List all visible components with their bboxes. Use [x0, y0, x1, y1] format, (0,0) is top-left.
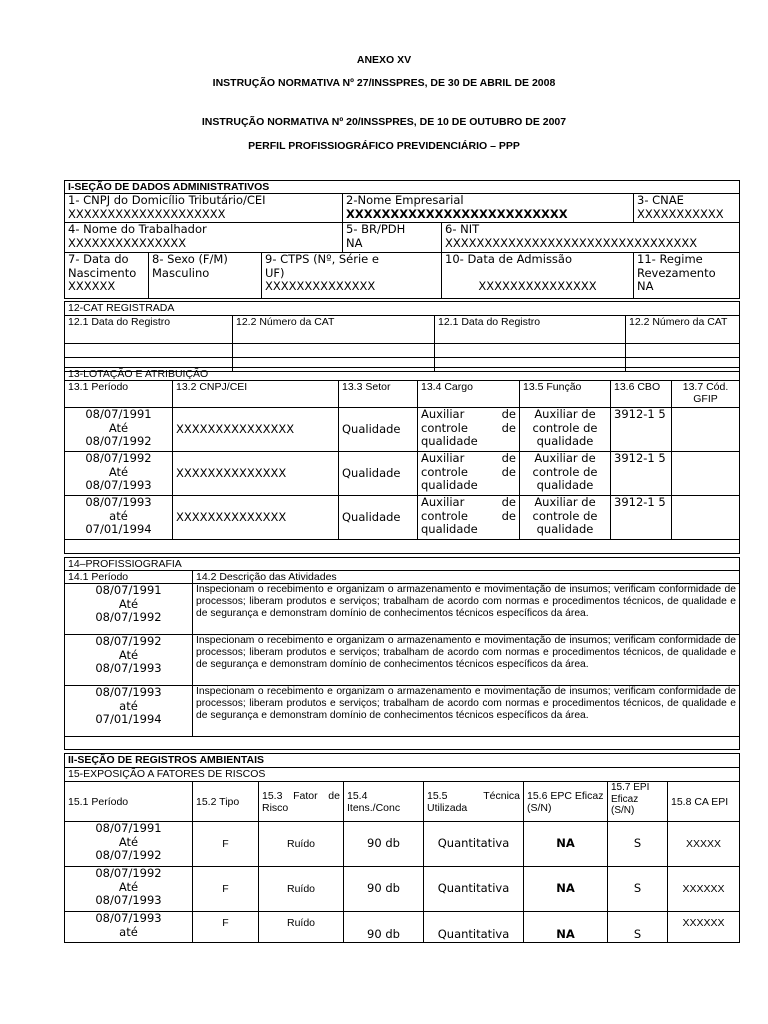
risk-factor-cell: Ruído — [259, 912, 344, 943]
period-connector: Até — [118, 647, 139, 662]
normative-instruction-20: INSTRUÇÃO NORMATIVA Nº 20/INSSPRES, DE 10 DE OUTUBRO DE 2007 — [201, 116, 567, 128]
cnpj-cei-header: 13.2 CNPJ/CEI — [173, 381, 339, 408]
period-start: 08/07/1993 — [85, 495, 152, 509]
ctps-value: XXXXXXXXXXXXXX — [265, 279, 376, 294]
activities-description-cell: Inspecionam o recebimento e organizam o armazenamento e movimentação de insumos; verificam conformidade de processos; liberam produtos e serviços; trabalham de acordo com normas e procedimentos técnicos, de qualidade e de segurança e demonstram domínio de conhecimentos técnicos específicos da área. — [193, 635, 740, 686]
worker-name-label: 4- Nome do Trabalhador — [68, 222, 207, 236]
cnpj-value: XXXXXXXXXXXXXXXXXXXX — [68, 206, 226, 221]
period-end: 08/07/1992 — [85, 434, 152, 449]
birth-date-label-2: Nascimento — [68, 265, 137, 280]
gfip-cell — [672, 496, 740, 540]
admission-date-label: 10- Data de Admissão — [445, 252, 573, 266]
period-connector: Até — [108, 464, 129, 479]
prof-period-cell — [65, 686, 193, 737]
sector-header: 13.3 Setor — [339, 381, 418, 408]
table-row — [65, 408, 740, 452]
professiography-title: 14–PROFISSIOGRAFIA — [65, 558, 740, 571]
shift-regime-label-2: Revezamento — [637, 265, 716, 280]
cat-empty-cell — [435, 344, 626, 358]
cnpj-field — [65, 194, 343, 223]
gfip-cell — [672, 408, 740, 452]
sex-label: 8- Sexo (F/M) — [152, 252, 228, 266]
risk-exposure-title: 15-EXPOSIÇÃO A FATORES DE RISCOS — [65, 768, 740, 782]
period-connector: Até — [118, 834, 139, 849]
ca-epi-cell: XXXXX — [668, 822, 740, 867]
table-row — [65, 822, 740, 867]
activities-description-cell: Inspecionam o recebimento e organizam o armazenamento e movimentação de insumos; verificam conformidade de processos; liberam produtos e serviços; trabalham de acordo com normas e procedimentos técnicos, de qualidade e de segurança e demonstram domínio de conhecimentos técnicos específicos da área. — [193, 686, 740, 737]
gfip-cell — [672, 452, 740, 496]
cbo-cell: 3912-1 5 — [611, 452, 672, 496]
period-start: 08/07/1993 — [95, 911, 162, 925]
admission-date-value: XXXXXXXXXXXXXXX — [478, 278, 597, 293]
worker-name-value: XXXXXXXXXXXXXXX — [68, 235, 187, 250]
cnpj-cell: XXXXXXXXXXXXXXX — [173, 408, 339, 452]
epi-effective-header: 15.7 EPI Eficaz (S/N) — [608, 782, 668, 822]
function-header: 13.5 Função — [520, 381, 611, 408]
table-row — [65, 635, 740, 686]
epc-effective-cell: NA — [524, 822, 608, 867]
period-start: 08/07/1991 — [95, 821, 162, 835]
period-connector: até — [119, 698, 138, 713]
birth-date-field — [65, 253, 149, 299]
sector-cell: Qualidade — [339, 408, 418, 452]
professiography-section — [64, 557, 739, 750]
period-end: 08/07/1993 — [95, 661, 162, 676]
cat-title: 12-CAT REGISTRADA — [65, 302, 740, 316]
company-name-label: 2-Nome Empresarial — [346, 193, 464, 207]
table-row — [65, 912, 740, 943]
ca-epi-header: 15.8 CA EPI — [668, 782, 740, 822]
technique-cell: Quantitativa — [424, 867, 524, 912]
risk-period-cell — [65, 822, 193, 867]
prof-period-cell — [65, 635, 193, 686]
activities-description-header: 14.2 Descrição das Atividades — [193, 571, 740, 584]
function-cell: Auxiliar de controle de qualidade — [520, 408, 611, 452]
epc-effective-header: 15.6 EPC Eficaz (S/N) — [524, 782, 608, 822]
assignment-title: 13-LOTAÇÃO E ATRIBUIÇÃO — [65, 368, 740, 381]
period-start: 08/07/1992 — [85, 451, 152, 465]
cnae-field — [634, 194, 740, 223]
activities-description-cell: Inspecionam o recebimento e organizam o armazenamento e movimentação de insumos; verificam conformidade de processos; liberam produtos e serviços; trabalham de acordo com normas e procedimentos técnicos, de qualidade e de segurança e demonstram domínio de conhecimentos técnicos específicos da área. — [193, 584, 740, 635]
period-connector: Até — [118, 879, 139, 894]
cnpj-cell: XXXXXXXXXXXXXX — [173, 452, 339, 496]
cnpj-label: 1- CNPJ do Domicílio Tributário/CEI — [68, 193, 266, 207]
professiography-spacer-row — [65, 737, 740, 750]
period-end: 08/07/1993 — [85, 478, 152, 493]
period-start: 08/07/1992 — [95, 866, 162, 880]
administrative-data-section — [64, 180, 739, 299]
risk-period-cell — [65, 912, 193, 943]
risk-factor-cell: Ruído — [259, 822, 344, 867]
table-row — [65, 867, 740, 912]
br-pdh-value: NA — [346, 235, 363, 250]
prof-period-cell — [65, 584, 193, 635]
items-concentration-cell: 90 db — [344, 867, 424, 912]
epi-effective-cell: S — [608, 822, 668, 867]
risk-period-header: 15.1 Período — [65, 782, 193, 822]
nit-label: 6- NIT — [445, 222, 480, 236]
risk-type-cell: F — [193, 912, 259, 943]
function-cell: Auxiliar de controle de qualidade — [520, 452, 611, 496]
nit-value: XXXXXXXXXXXXXXXXXXXXXXXXXXXXXXXX — [445, 235, 698, 250]
period-header: 13.1 Período — [65, 381, 173, 408]
period-end: 08/07/1993 — [95, 893, 162, 908]
prof-period-header: 14.1 Período — [65, 571, 193, 584]
risk-type-cell: F — [193, 867, 259, 912]
period-start: 08/07/1993 — [95, 685, 162, 699]
company-name-field — [343, 194, 634, 223]
ctps-label-2: UF) — [265, 265, 285, 280]
sector-cell: Qualidade — [339, 496, 418, 540]
environmental-records-section — [64, 753, 739, 943]
br-pdh-label: 5- BR/PDH — [346, 222, 406, 236]
risk-type-cell: F — [193, 822, 259, 867]
company-name-value: XXXXXXXXXXXXXXXXXXXXXXXXX — [346, 206, 568, 221]
risk-factor-header: 15.3 Fator de Risco — [259, 782, 344, 822]
cat-registration-date-header-2: 12.1 Data do Registro — [435, 316, 626, 344]
sex-value: Masculino — [152, 265, 210, 280]
ctps-field — [262, 253, 442, 299]
cbo-header: 13.6 CBO — [611, 381, 672, 408]
assignment-spacer-row — [65, 540, 740, 554]
period-start: 08/07/1991 — [85, 407, 152, 421]
period-end: 07/01/1994 — [85, 522, 152, 537]
period-connector: Até — [118, 596, 139, 611]
risk-factor-cell: Ruído — [259, 867, 344, 912]
ca-epi-cell: XXXXXX — [668, 912, 740, 943]
period-end: 07/01/1994 — [95, 712, 162, 727]
sector-cell: Qualidade — [339, 452, 418, 496]
sex-field — [149, 253, 262, 299]
period-start: 08/07/1992 — [95, 634, 162, 648]
period-cell — [65, 496, 173, 540]
annex-title: ANEXO XV — [356, 54, 412, 66]
risk-type-header: 15.2 Tipo — [193, 782, 259, 822]
period-connector: até — [109, 508, 128, 523]
cnpj-cell: XXXXXXXXXXXXXX — [173, 496, 339, 540]
cnae-value: XXXXXXXXXXX — [637, 206, 724, 221]
position-header: 13.4 Cargo — [418, 381, 520, 408]
table-row — [65, 496, 740, 540]
epi-effective-cell: S — [608, 912, 668, 943]
cat-empty-cell — [626, 344, 740, 358]
ctps-label-1: 9- CTPS (Nº, Série e — [265, 252, 379, 266]
cat-registration-date-header: 12.1 Data do Registro — [65, 316, 233, 344]
cat-section — [64, 301, 739, 372]
period-start: 08/07/1991 — [95, 583, 162, 597]
gfip-code-header: 13.7 Cód. GFIP — [672, 381, 740, 408]
technique-header: 15.5 Técnica Utilizada — [424, 782, 524, 822]
document-title: PERFIL PROFISSIOGRÁFICO PREVIDENCIÁRIO – PPP — [248, 140, 520, 152]
assignment-section — [64, 367, 739, 554]
items-concentration-header: 15.4 Itens./Conc — [344, 782, 424, 822]
shift-regime-field — [634, 253, 740, 299]
period-cell — [65, 408, 173, 452]
period-end: 08/07/1992 — [95, 848, 162, 863]
cat-number-header: 12.2 Número da CAT — [233, 316, 435, 344]
table-row — [65, 584, 740, 635]
table-row — [65, 686, 740, 737]
cnae-label: 3- CNAE — [637, 193, 684, 207]
epi-effective-cell: S — [608, 867, 668, 912]
period-cell — [65, 452, 173, 496]
shift-regime-label-1: 11- Regime — [637, 252, 703, 266]
epc-effective-cell: NA — [524, 867, 608, 912]
position-cell: Auxiliar de controle de qualidade — [418, 496, 520, 540]
items-concentration-cell: 90 db — [344, 912, 424, 943]
risk-period-cell — [65, 867, 193, 912]
nit-field — [442, 223, 740, 253]
birth-date-value: XXXXXX — [68, 279, 116, 294]
table-row — [65, 452, 740, 496]
admission-date-field — [442, 253, 634, 299]
period-connector: Até — [108, 420, 129, 435]
period-connector: até — [119, 924, 138, 939]
section-1-title: I-SEÇÃO DE DADOS ADMINISTRATIVOS — [65, 181, 740, 194]
technique-cell: Quantitativa — [424, 822, 524, 867]
normative-instruction-27: INSTRUÇÃO NORMATIVA Nº 27/INSSPRES, DE 30 DE ABRIL DE 2008 — [212, 77, 556, 89]
epc-effective-cell: NA — [524, 912, 608, 943]
birth-date-label-1: 7- Data do — [68, 252, 129, 266]
technique-cell: Quantitativa — [424, 912, 524, 943]
cat-number-header-2: 12.2 Número da CAT — [626, 316, 740, 344]
ca-epi-cell: XXXXXX — [668, 867, 740, 912]
cat-empty-cell — [233, 344, 435, 358]
function-cell: Auxiliar de controle de qualidade — [520, 496, 611, 540]
section-2-title: II-SEÇÃO DE REGISTROS AMBIENTAIS — [65, 754, 740, 768]
position-cell: Auxiliar de controle de qualidade — [418, 408, 520, 452]
period-end: 08/07/1992 — [95, 610, 162, 625]
br-pdh-field — [343, 223, 442, 253]
worker-name-field — [65, 223, 343, 253]
position-cell: Auxiliar de controle de qualidade — [418, 452, 520, 496]
cbo-cell: 3912-1 5 — [611, 496, 672, 540]
cbo-cell: 3912-1 5 — [611, 408, 672, 452]
cat-empty-cell — [65, 344, 233, 358]
shift-regime-value: NA — [637, 279, 654, 294]
items-concentration-cell: 90 db — [344, 822, 424, 867]
